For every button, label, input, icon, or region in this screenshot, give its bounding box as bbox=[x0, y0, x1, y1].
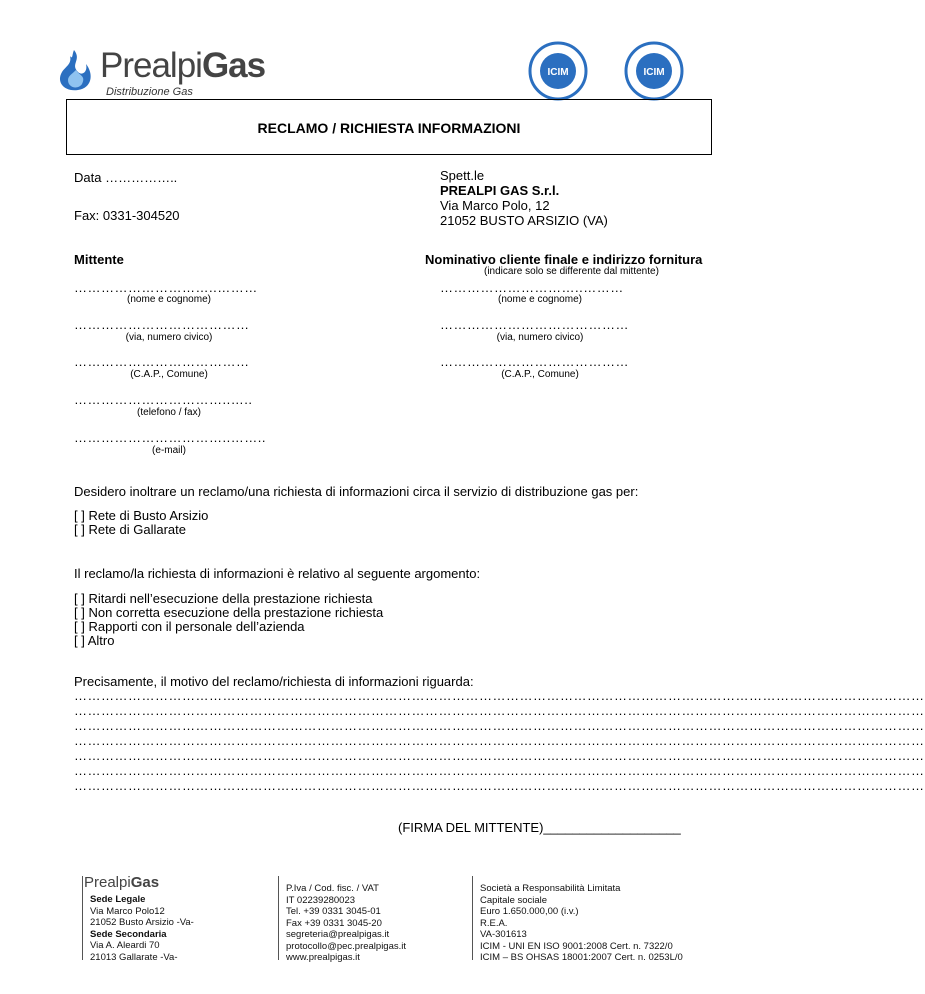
checkbox-rete-busto[interactable]: [ ] Rete di Busto Arsizio bbox=[74, 508, 209, 523]
date-line: Data …………….. bbox=[74, 170, 178, 185]
fax-line: Fax: 0331-304520 bbox=[74, 208, 180, 223]
field-left-via[interactable]: ………………………………… bbox=[74, 317, 250, 332]
footer-sede-secondaria: Sede Secondaria bbox=[90, 928, 167, 940]
caption-left-telefono: (telefono / fax) bbox=[137, 407, 201, 418]
footer-divider bbox=[278, 876, 279, 960]
field-right-cap[interactable]: …………………………………… bbox=[440, 354, 629, 369]
footer-col-contatti bbox=[286, 883, 406, 964]
footer-line: 21013 Gallarate -Va- bbox=[90, 951, 178, 963]
field-left-cap[interactable]: ………………………………… bbox=[74, 354, 250, 369]
field-left-nome[interactable]: …………………………..……… bbox=[74, 280, 258, 295]
checkbox-altro[interactable]: [ ] Altro bbox=[74, 633, 115, 648]
caption-right-nome: (nome e cognome) bbox=[498, 294, 582, 305]
motivo-line[interactable]: ……………………………………………………………………………………………………………………………………………………………………… bbox=[74, 703, 925, 718]
caption-left-cap: (C.A.P., Comune) bbox=[130, 369, 208, 380]
cert2-label: ICIM bbox=[643, 67, 665, 78]
footer-line: Euro 1.650.000,00 (i.v.) bbox=[480, 906, 579, 917]
motivo-line[interactable]: ……………………………………………………………………………………………………………………………………………………………………… bbox=[74, 733, 925, 748]
desidero-text: Desidero inoltrare un reclamo/una richiesta di informazioni circa il servizio di distribuzione gas per: bbox=[74, 484, 639, 499]
footer-col-societa bbox=[480, 883, 683, 964]
footer-line: Società a Responsabilità Limitata bbox=[480, 883, 621, 894]
argomento-text: Il reclamo/la richiesta di informazioni è relativo al seguente argomento: bbox=[74, 566, 481, 581]
footer-divider bbox=[472, 876, 473, 960]
caption-right-via: (via, numero civico) bbox=[496, 332, 584, 343]
footer-logo-gas: Gas bbox=[130, 874, 160, 891]
caption-left-nome: (nome e cognome) bbox=[127, 294, 211, 305]
footer-pec[interactable]: protocollo@pec.prealpigas.it bbox=[286, 940, 407, 952]
motivo-lines[interactable] bbox=[74, 688, 925, 793]
footer-line: ICIM - UNI EN ISO 9001:2008 Cert. n. 7322/0 bbox=[480, 940, 673, 952]
field-left-telefono[interactable]: ……………………………..….. bbox=[74, 392, 253, 407]
brand-prealpi: Prealpi bbox=[100, 46, 202, 85]
footer-line: Via Marco Polo12 bbox=[90, 905, 165, 917]
caption-left-email: (e-mail) bbox=[152, 445, 186, 456]
footer-logo bbox=[84, 874, 159, 891]
footer-line: ICIM – BS OHSAS 18001:2007 Cert. n. 0253L/0 bbox=[480, 952, 683, 963]
title-box bbox=[66, 99, 712, 155]
footer-website[interactable]: www.prealpigas.it bbox=[286, 952, 360, 963]
caption-left-via: (via, numero civico) bbox=[125, 332, 213, 343]
footer-sede-legale: Sede Legale bbox=[90, 894, 146, 905]
footer-email[interactable]: segreteria@prealpigas.it bbox=[286, 929, 390, 940]
cert1-label: ICIM bbox=[547, 67, 569, 78]
field-right-via[interactable]: …………………………………… bbox=[440, 317, 629, 332]
footer-logo-prealpi: Prealpi bbox=[84, 874, 131, 891]
flame-icon bbox=[52, 48, 96, 92]
firma-field[interactable]: (FIRMA DEL MITTENTE)___________________ bbox=[398, 820, 681, 835]
recipient-street: Via Marco Polo, 12 bbox=[440, 198, 550, 213]
field-right-nome[interactable]: …………………………..……… bbox=[440, 280, 624, 295]
footer-line: IT 02239280023 bbox=[286, 894, 356, 906]
footer-line: Via A. Aleardi 70 bbox=[90, 940, 160, 951]
recipient-company: PREALPI GAS S.r.l. bbox=[440, 183, 560, 198]
company-logo bbox=[52, 44, 342, 106]
brand-subtitle: Distribuzione Gas bbox=[106, 86, 193, 98]
footer-line: Capitale sociale bbox=[480, 894, 548, 906]
motivo-line[interactable]: ……………………………………………………………………………………………………………………………………………………………………… bbox=[74, 763, 925, 778]
checkbox-non-corretta[interactable]: [ ] Non corretta esecuzione della prestazione richiesta bbox=[74, 605, 384, 620]
footer-line: R.E.A. bbox=[480, 917, 508, 929]
certification-badge-2 bbox=[624, 41, 684, 101]
nominativo-label: Nominativo cliente finale e indirizzo fornitura bbox=[425, 252, 703, 267]
caption-right-cap: (C.A.P., Comune) bbox=[501, 369, 579, 380]
footer-line: VA-301613 bbox=[480, 929, 527, 940]
recipient-greeting: Spett.le bbox=[440, 168, 485, 183]
checkbox-ritardi[interactable]: [ ] Ritardi nell’esecuzione della prestazione richiesta bbox=[74, 591, 373, 606]
footer-col-sede bbox=[90, 894, 194, 963]
footer-line: Fax +39 0331 3045-20 bbox=[286, 917, 382, 929]
motivo-line[interactable]: ……………………………………………………………………………………………………………………………………………………………………… bbox=[74, 778, 925, 793]
footer-divider bbox=[82, 876, 83, 960]
certification-badge-1 bbox=[528, 41, 588, 101]
motivo-text: Precisamente, il motivo del reclamo/richiesta di informazioni riguarda: bbox=[74, 674, 474, 689]
footer-line: Tel. +39 0331 3045-01 bbox=[286, 906, 381, 917]
field-left-email[interactable]: ……………………………..…….. bbox=[74, 430, 266, 445]
motivo-line[interactable]: ……………………………………………………………………………………………………………………………………………………………………… bbox=[74, 688, 925, 703]
motivo-line[interactable]: ……………………………………………………………………………………………………………………………………………………………………… bbox=[74, 748, 925, 763]
brand-gas: Gas bbox=[201, 46, 266, 85]
checkbox-rapporti[interactable]: [ ] Rapporti con il personale dell’azienda bbox=[74, 619, 305, 634]
page-title: RECLAMO / RICHIESTA INFORMAZIONI bbox=[257, 120, 521, 136]
recipient-city: 21052 BUSTO ARSIZIO (VA) bbox=[440, 213, 608, 228]
checkbox-rete-gallarate[interactable]: [ ] Rete di Gallarate bbox=[74, 522, 186, 537]
footer-line: 21052 Busto Arsizio -Va- bbox=[90, 917, 194, 928]
nominativo-note: (indicare solo se differente dal mittente) bbox=[484, 266, 659, 277]
mittente-label: Mittente bbox=[74, 252, 124, 267]
recipient-block bbox=[440, 168, 608, 228]
motivo-line[interactable]: ……………………………………………………………………………………………………………………………………………………………………… bbox=[74, 718, 925, 733]
footer-line: P.Iva / Cod. fisc. / VAT bbox=[286, 883, 379, 894]
